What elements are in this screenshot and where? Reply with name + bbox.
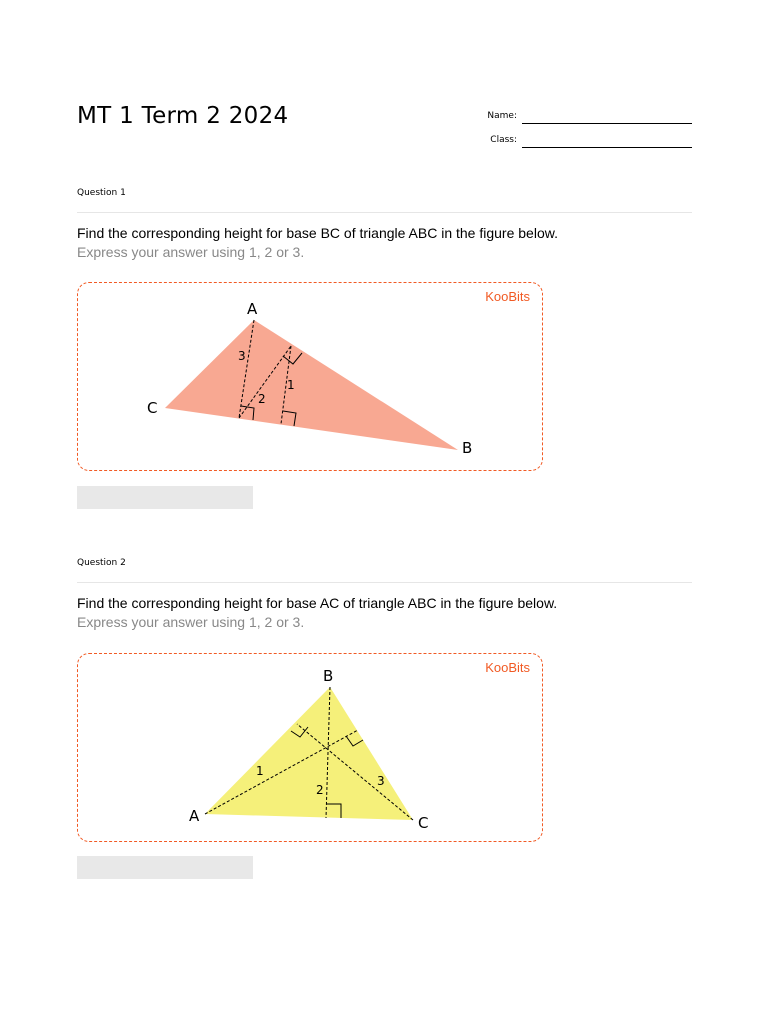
question-1-divider	[77, 212, 692, 213]
question-2-answer-input[interactable]	[77, 856, 253, 879]
question-1-prompt: Find the corresponding height for base BC of triangle ABC in the figure below.	[77, 225, 558, 241]
question-2-hint: Express your answer using 1, 2 or 3.	[77, 614, 305, 630]
height-3-label: 3	[377, 774, 385, 788]
koobits-logo: KooBits	[485, 289, 530, 304]
triangle-1-shape	[165, 320, 458, 450]
height-3-label: 3	[238, 349, 246, 363]
question-1-hint: Express your answer using 1, 2 or 3.	[77, 244, 305, 260]
height-2-label: 2	[258, 392, 266, 406]
vertex-c-label: C	[418, 814, 429, 832]
koobits-logo: KooBits	[485, 660, 530, 675]
vertex-a-label: A	[189, 807, 200, 825]
class-row	[477, 128, 692, 148]
height-1-label: 1	[256, 764, 264, 778]
name-label: Name:	[487, 111, 517, 121]
class-line	[522, 127, 692, 148]
question-2-label: Question 2	[77, 558, 126, 568]
question-2-prompt: Find the corresponding height for base AC of triangle ABC in the figure below.	[77, 595, 558, 611]
worksheet-title: MT 1 Term 2 2024	[77, 103, 289, 129]
question-2-divider	[77, 582, 692, 583]
triangle-1-diagram	[78, 283, 544, 472]
vertex-c-label: C	[147, 399, 158, 417]
triangle-2-diagram	[78, 654, 544, 843]
name-row	[477, 104, 692, 124]
vertex-b-label: B	[462, 439, 473, 457]
name-line	[522, 103, 692, 124]
class-label: Class:	[490, 135, 517, 145]
vertex-b-label: B	[323, 667, 334, 685]
question-2-figure	[77, 653, 543, 842]
question-1-figure	[77, 282, 543, 471]
vertex-a-label: A	[247, 300, 258, 318]
question-1-label: Question 1	[77, 188, 126, 198]
height-2-label: 2	[316, 783, 324, 797]
triangle-2-shape	[205, 687, 413, 820]
question-1-answer-input[interactable]	[77, 486, 253, 509]
height-1-label: 1	[287, 378, 295, 392]
